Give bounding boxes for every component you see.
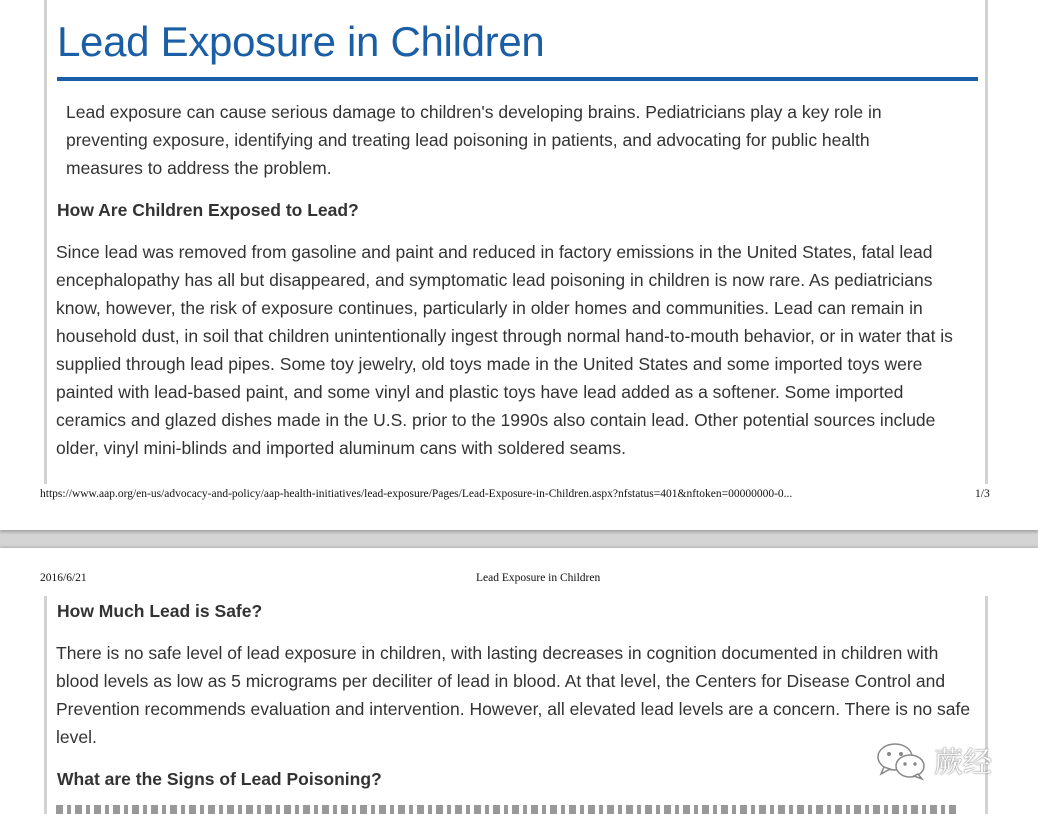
footer-page-number: 1/3 bbox=[975, 488, 990, 500]
column-border-right bbox=[985, 0, 988, 484]
section-heading-signs: What are the Signs of Lead Poisoning? bbox=[57, 769, 382, 789]
wechat-logo-icon bbox=[876, 741, 928, 781]
column-border-left bbox=[44, 0, 47, 484]
section-heading-exposure: How Are Children Exposed to Lead? bbox=[57, 200, 359, 220]
title-underline bbox=[57, 77, 978, 81]
column-border-left bbox=[44, 596, 47, 814]
header-title: Lead Exposure in Children bbox=[476, 572, 601, 584]
footer-url: https://www.aap.org/en-us/advocacy-and-policy/aap-health-initiatives/lead-exposure/Pages/Lead-Exposure-in-Children.aspx?nfstatus=401&nftoken=00000000-0... bbox=[40, 488, 793, 500]
page-title: Lead Exposure in Children bbox=[57, 18, 545, 65]
section-body-exposure: Since lead was removed from gasoline and paint and reduced in factory emissions in the United States, fatal lead encephalopathy has all but disappeared, and symptomatic lead poisoning in children is now rare. As pediatricians know, however, the risk of exposure continues, particularly in older homes and communities. Lead can remain in household dust, in soil that children unintentionally ingest through normal hand-to-mouth behavior, or in water that is supplied through lead pipes. Some toy jewelry, old toys made in the United States and some imported toys were painted with lead-based paint, and some vinyl and plastic toys have lead added as a softener. Some imported ceramics and glazed dishes made in the U.S. prior to the 1990s also contain lead. Other potential sources include older, vinyl mini-blinds and imported aluminum cans with soldered seams. bbox=[56, 242, 953, 458]
section-body-safe-level: There is no safe level of lead exposure in children, with lasting decreases in cognition documented in children with blood levels as low as 5 micrograms per deciliter of lead in blood. At that level, the Centers for Disease Control and Prevention recommends evaluation and intervention. However, all elevated lead levels are a concern. There is no safe level. bbox=[56, 643, 971, 747]
watermark-text: 蕨经 bbox=[934, 745, 993, 779]
cut-off-text-line bbox=[56, 805, 956, 814]
header-date: 2016/6/21 bbox=[40, 572, 87, 584]
column-border-right bbox=[985, 596, 988, 814]
section-heading-safe-level: How Much Lead is Safe? bbox=[57, 601, 263, 621]
watermark bbox=[876, 740, 992, 781]
intro-paragraph: Lead exposure can cause serious damage to children's developing brains. Pediatricians play a key role in preventing exposure, identifying and treating lead poisoning in patients, and advocating for public health measures to address the problem. bbox=[66, 102, 882, 178]
